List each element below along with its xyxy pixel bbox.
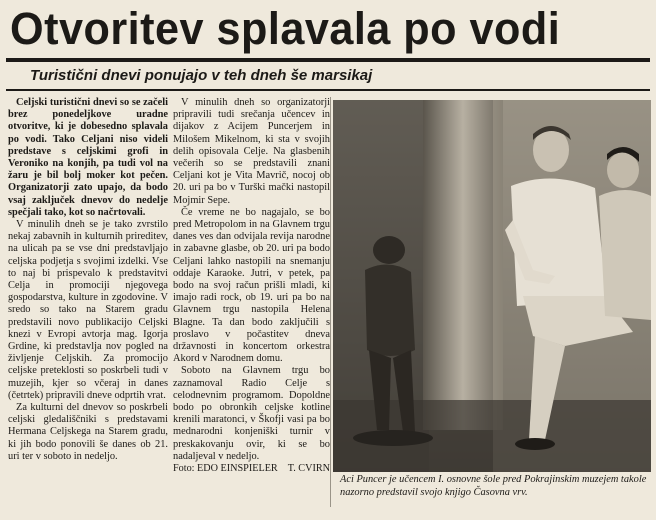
photo-caption: Aci Puncer je učencem I. osnovne šole pred Pokrajinskim muzejem takole nazorno predstavil svojo knjigo Časovna vrv. bbox=[340, 474, 647, 498]
author-name: T. CVIRN bbox=[287, 463, 330, 475]
article-paragraph: Za kulturni del dnevov so poskrbeli celjski gledališčniki s predstavami Hermana Celjskega na Starem gradu, ki jih bodo ponovili še danes ob 21. uri ter v soboto in nedeljo. bbox=[8, 402, 168, 462]
article-subheadline: Turistični dnevi ponujajo v teh dneh še marsikaj bbox=[30, 67, 373, 84]
text-column-1 bbox=[8, 97, 168, 463]
article-headline: Otvoritev splavala po vodi bbox=[10, 3, 561, 54]
photo-illustration bbox=[333, 100, 651, 472]
text-column-2 bbox=[173, 97, 330, 475]
article-paragraph: V minulih dneh so organizatorji pripravili tudi srečanja učencev in dijakov z Acijem Puncerjem in Milošem Mikelnom, ki sta v svojih delih opisovala Celje. Na glasbenih večerih so se predstavili znani Celjani kot je Vita Mavrič, nocoj ob 20. uri pa bo v Turški mački nastopil Mojmir Sepe. bbox=[173, 97, 330, 206]
article-lead: Celjski turistični dnevi so se začeli brez ponedeljkove uradne otvoritve, ki je dobesedno splavala po vodi. Tako Celjani niso videli predstave s celjskimi grofi in Veroniko na konjih, pa tudi vol na žaru je bil bolj moker kot pečen. Organizatorji zato upajo, da bodo vsaj zaključek dnevov do nedelje spečjali tako, kot so načrtovali. bbox=[8, 97, 168, 218]
headline-rule bbox=[6, 58, 650, 62]
article-paragraph: Če vreme ne bo nagajalo, se bo pred Metropolom in na Glavnem trgu danes ves dan odvijala revija narodne in zabavne glasbe, ob 20. uri pa bodo Celjani lahko nastopili na snemanju oddaje Karaoke. Jutri, v petek, pa bodo na svoj račun prišli mladi, ki imajo radi rock, ob 19. uri pa bo na Glavnem trgu nastopila Helena Blagne. Ta dan bodo zaključili s proslavo v počastitev dneva državnosti in koncertom orkestra Akord v Narodnem domu. bbox=[173, 206, 330, 365]
article-paragraph: V minulih dneh se je tako zvrstilo nekaj zabavnih in kulturnih prireditev, na ulicah pa se vse dni predstavljajo celjska podjetja s svojimi izdelki. Vse to naj bi prispevalo k predstavitvi Celja in promociji njegovega gospodarstva, kulture in zgodovine. V sredo so tako na Starem gradu predstavili novo publikacijo Celjski knezi v Evropi avtorja mag. Igorja Grdine, ki predstavlja nov pogled na življenje Celjskih. Za promocijo celjske preteklosti so poskrbeli tudi v muzejih, kjer so včeraj in danes (četrtek) pripravili dneve odprtih vrat. bbox=[8, 219, 168, 401]
article-photo bbox=[333, 100, 651, 472]
byline-row bbox=[173, 463, 330, 475]
photo-credit: Foto: EDO EINSPIELER bbox=[173, 463, 278, 475]
article-paragraph: Soboto na Glavnem trgu bo zaznamoval Radio Celje s celodnevnim programom. Dopoldne bodo po obronkih celjske kotline krenili maratonci, v Škofji vasi pa bo mednarodni konjeniški turnir v preskakovanju ovir, ki se bo nadaljeval v nedeljo. bbox=[173, 365, 330, 462]
column-divider bbox=[330, 97, 331, 507]
subheadline-rule bbox=[6, 89, 650, 91]
